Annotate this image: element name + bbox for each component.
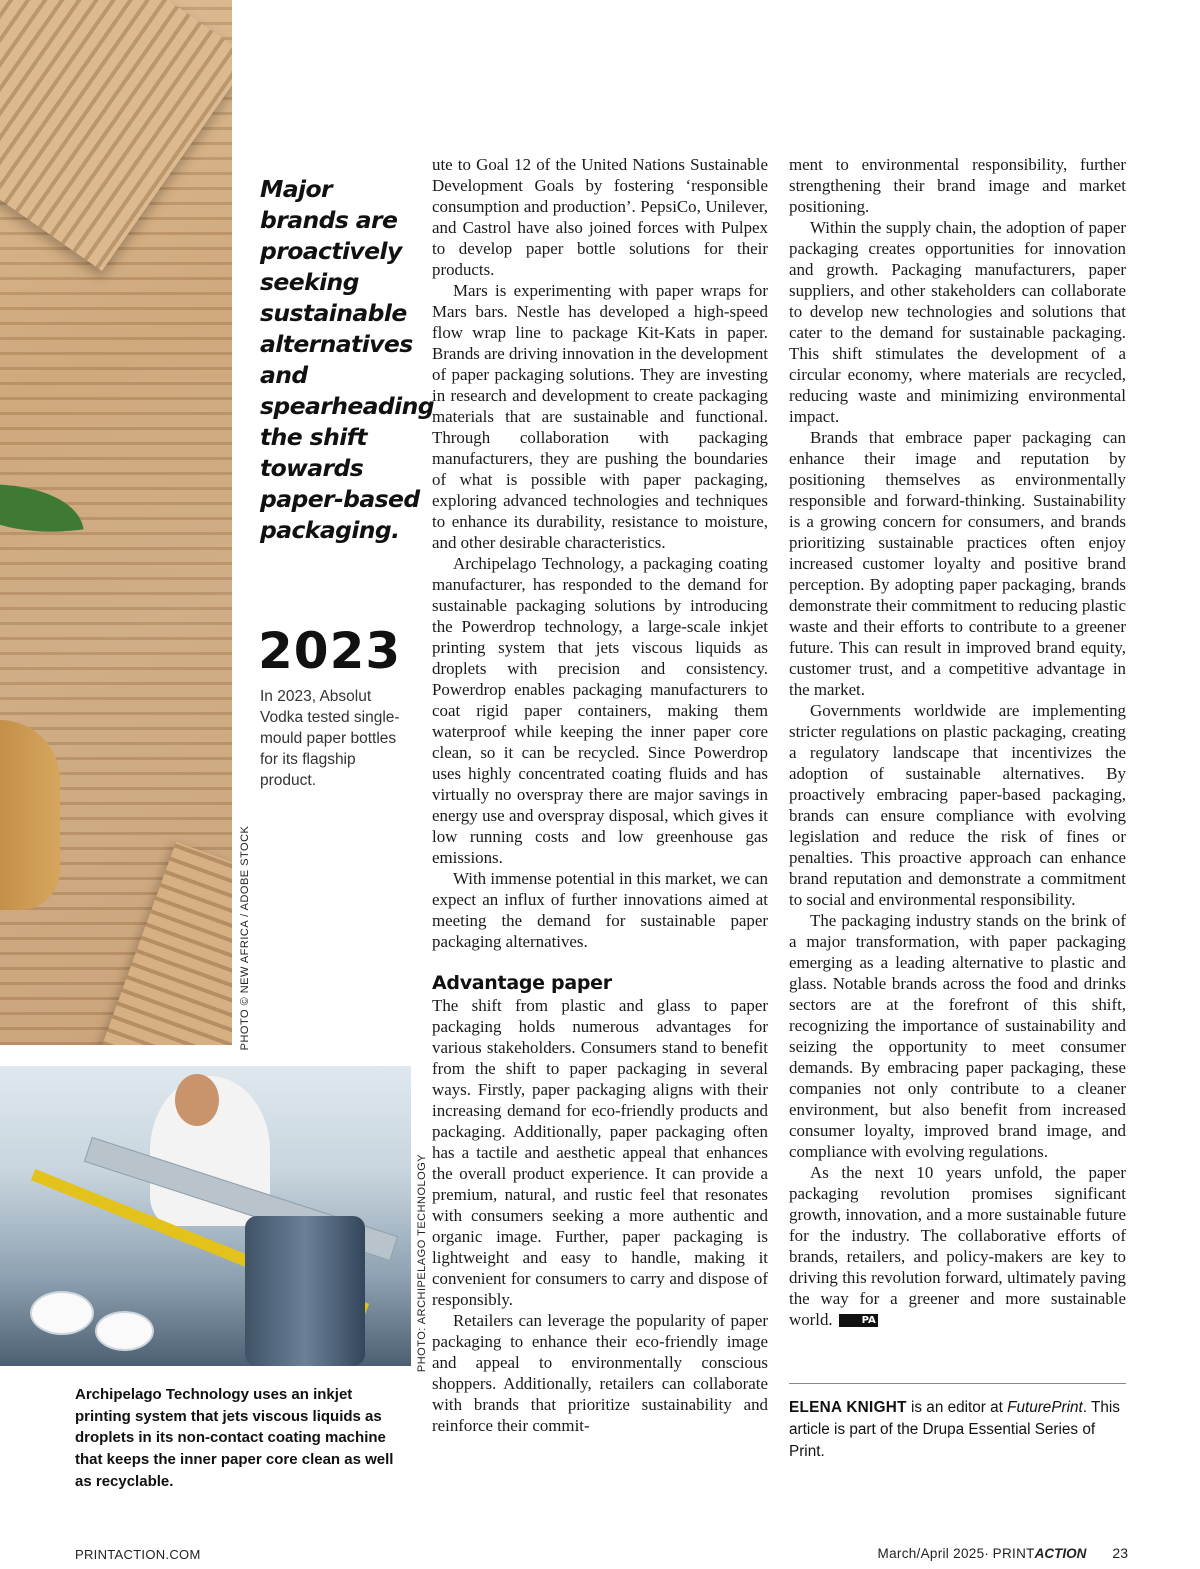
footer-issue: March/April 2025 xyxy=(877,1546,985,1561)
body-paragraph: Archipelago Technology, a packaging coating manufacturer, has responded to the demand for sustainable packaging solutions by introducing the Powerdrop technology, a large-scale inkjet printing system that jets viscous liquids as droplets with precision and consistency. Powerdrop enables packaging manufacturers to coat rigid paper containers, making them waterproof while keeping the inner paper core clean, so it can be recycled. Since Powerdrop uses highly concentrated coating fluids and has virtually no overspray there are major savings in energy use and overspray disposal, which gives it low running costs and low greenhouse gas emissions. xyxy=(432,554,768,867)
leaf-shape xyxy=(0,470,84,546)
body-column-2 xyxy=(789,154,1126,1330)
body-paragraph: Brands that embrace paper packaging can enhance their image and reputation by positioning themselves as environmentally responsible and forward-thinking. Sustainability is a growing concern for consumers, and brands prioritizing sustainable practices often enjoy increased customer loyalty and positive brand perception. By adopting paper packaging, brands demonstrate their commitment to reducing plastic waste and their efforts to contribute to a greener future. This can result in improved brand equity, customer trust, and a competitive advantage in the market. xyxy=(789,428,1126,699)
body-paragraph-final xyxy=(789,1162,1126,1330)
bio-text: . This article is part of the Drupa Essential Series of Print. xyxy=(789,1399,1120,1460)
paper-bag-shape xyxy=(0,720,60,910)
body-paragraph: The packaging industry stands on the brink of a major transformation, with paper packaging emerging as a leading alternative to plastic and glass. Notable brands across the food and drinks sectors are at the forefront of this shift, recognizing the importance of sustainability and seizing the opportunity to meet consumer demands. By embracing paper packaging, these companies not only contribute to a cleaner environment, but also benefit from increased consumer loyalty, improved brand image, and compliance with evolving regulations. xyxy=(789,911,1126,1161)
paper-plate xyxy=(30,1291,94,1335)
cardboard-photo xyxy=(0,0,232,1045)
photo-credit-top xyxy=(232,825,258,1051)
author-bio xyxy=(789,1397,1126,1463)
body-paragraph: ute to Goal 12 of the United Nations Sustainable Development Goals by fostering ‘responsible consumption and production’. PepsiCo, Unilever, and Castrol have also joined forces with Pulpex to develop paper bottle solutions for their products. xyxy=(432,155,768,279)
body-paragraph: Within the supply chain, the adoption of paper packaging creates opportunities for innovation and growth. Packaging manufacturers, paper suppliers, and other stakeholders can collaborate to develop new technologies and solutions that cater to the demand for sustainable packaging. This shift stimulates the development of a circular economy, where materials are recycled, reducing waste and minimizing environmental impact. xyxy=(789,218,1126,426)
bio-divider xyxy=(789,1383,1126,1384)
body-paragraph: Mars is experimenting with paper wraps for Mars bars. Nestle has developed a high-speed flow wrap line to package Kit-Kats in paper. Brands are driving innovation in the development of paper packaging solutions. They are investing in research and development to create packaging materials that are sustainable and functional. Through collaboration with packaging manufacturers, they are pushing the boundaries of what is possible with paper packaging, exploring advanced technologies and techniques to enhance its durability, resistance to moisture, and other desirable characteristics. xyxy=(432,281,768,552)
cardboard-fold-shape xyxy=(0,0,232,271)
body-paragraph: Retailers can leverage the popularity of paper packaging to enhance their eco-friendly image and appeal to environmentally conscious shoppers. Additionally, retailers can collaborate with brands that prioritize sustainability and reinforce their commit- xyxy=(432,1311,768,1435)
footer-publication-part1: PRINT xyxy=(992,1546,1035,1561)
stat-number: 2023 xyxy=(258,622,402,680)
body-paragraph: The shift from plastic and glass to paper packaging holds numerous advantages for various stakeholders. Consumers stand to benefit from the shift to paper packaging in several ways. Firstly, paper packaging aligns with their increasing demand for eco-friendly products and packaging. Additionally, paper packaging often has a tactile and aesthetic appeal that enhances the overall product experience. It can provide a premium, natural, and rustic feel that resonates with consumers seeking a more authentic and organic image. Further, paper packaging is lightweight and easy to handle, making it convenient for consumers to carry and dispose of responsibly. xyxy=(432,996,768,1309)
footer-separator: · xyxy=(984,1546,989,1561)
page-number: 23 xyxy=(1112,1545,1128,1561)
technician-head xyxy=(175,1074,219,1126)
body-paragraph: Governments worldwide are implementing stricter regulations on plastic packaging, creating a regulatory landscape that incentivizes the adoption of sustainable alternatives. By proactively embracing paper-based packaging, brands can ensure compliance with evolving legislation and reduce the risk of fines or penalties. This proactive approach can enhance brand reputation and demonstrate a commitment to social and environmental responsibility. xyxy=(789,701,1126,909)
paper-plate xyxy=(95,1311,154,1351)
end-mark-icon: PA xyxy=(839,1314,878,1327)
footer-website: PRINTACTION.COM xyxy=(75,1547,201,1562)
photo-caption: Archipelago Technology uses an inkjet printing system that jets viscous liquids as droplets in its non-contact coating machine that keeps the inner paper core clean as well as recyclable. xyxy=(75,1386,394,1490)
final-paragraph-text: As the next 10 years unfold, the paper packaging revolution promises significant growth, innovation, and a more sustainable future for the industry. The collaborative efforts of brands, retailers, and policy-makers are key to driving this revolution forward, ultimately paving the way for a greener and more sustainable world. xyxy=(789,1163,1126,1329)
bio-publication: FuturePrint xyxy=(1007,1399,1083,1416)
body-column-1 xyxy=(432,154,768,1436)
author-name: ELENA KNIGHT xyxy=(789,1399,907,1416)
photo-credit-bottom-text: PHOTO: ARCHIPELAGO TECHNOLOGY xyxy=(416,1153,428,1373)
photo-credit-top-text: PHOTO © NEW AFRICA / ADOBE STOCK xyxy=(239,825,251,1051)
bio-text: is an editor at xyxy=(906,1399,1008,1416)
section-heading: Advantage paper xyxy=(432,972,612,994)
cardboard-strip-shape xyxy=(74,842,232,1045)
coating-machine-photo xyxy=(0,1066,411,1366)
body-paragraph: With immense potential in this market, we can expect an influx of further innovations aimed at meeting the demand for sustainable paper packaging alternatives. xyxy=(432,869,768,951)
footer-folio xyxy=(878,1545,1128,1561)
pull-quote: Major brands are proactively seeking sustainable alternatives and spearheading the shift towards paper-based packaging. xyxy=(260,175,434,544)
footer-publication-part2: ACTION xyxy=(1034,1546,1087,1561)
stat-description: In 2023, Absolut Vodka tested single-mould paper bottles for its flagship product. xyxy=(260,688,400,789)
body-paragraph: ment to environmental responsibility, further strengthening their brand image and market positioning. xyxy=(789,155,1126,216)
photo-credit-bottom xyxy=(411,1153,433,1373)
coating-drum xyxy=(245,1216,365,1366)
